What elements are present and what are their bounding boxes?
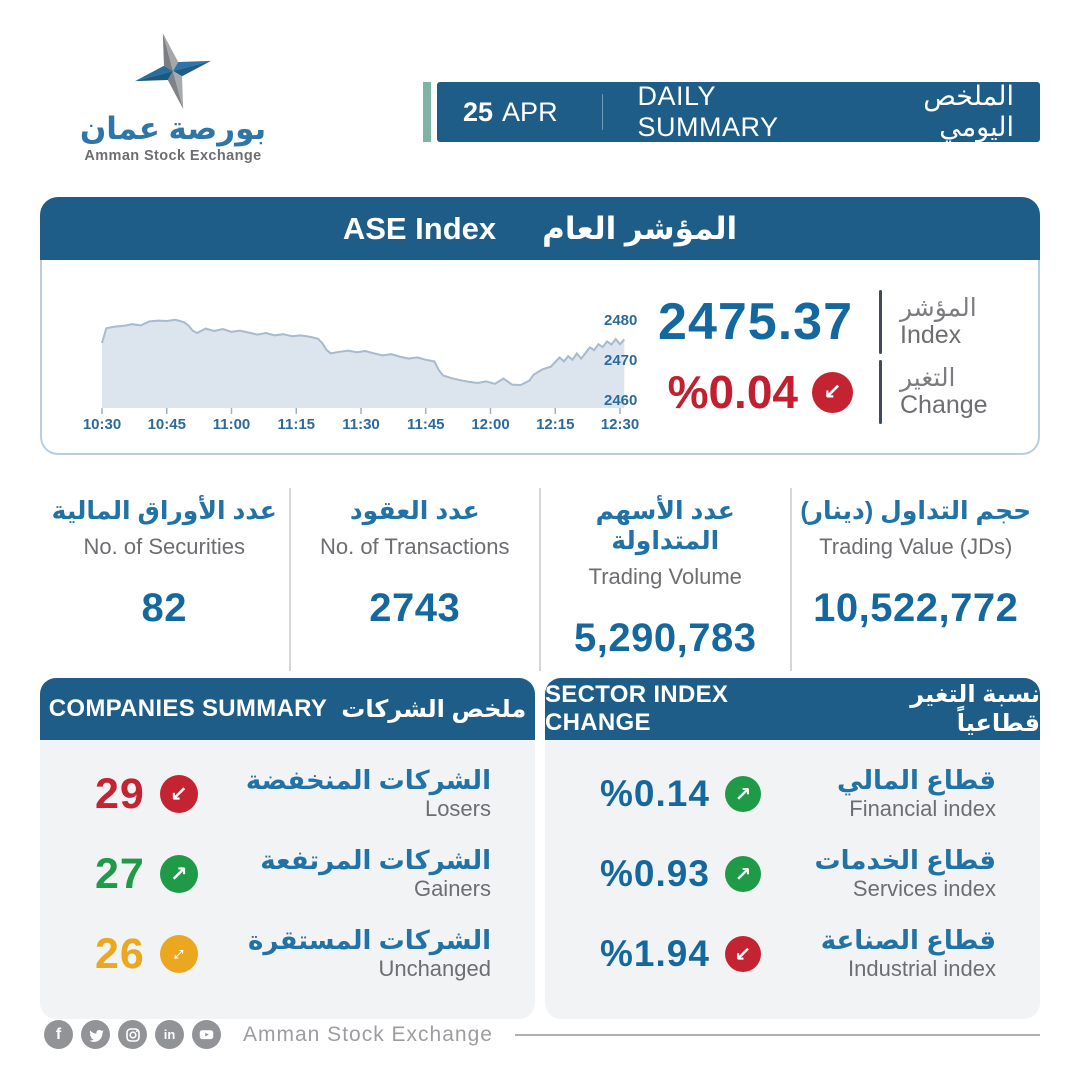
- facebook-icon[interactable]: f: [44, 1020, 73, 1049]
- sector-card-body: [545, 740, 1040, 1019]
- sector-title-en: SECTOR INDEX CHANGE: [545, 681, 729, 736]
- financial-label-en: Financial index: [849, 796, 996, 822]
- index-card-title-en: ASE Index: [342, 210, 497, 246]
- companies-title-en: COMPANIES SUMMARY: [48, 695, 328, 722]
- stat-label-en: Trading Volume: [588, 564, 742, 589]
- companies-card-body: [40, 740, 535, 1019]
- stat-trading-value: [790, 488, 1041, 671]
- industrial-change: %1.94: [600, 933, 710, 974]
- ase-index-area-chart: [72, 296, 647, 441]
- companies-card-header: [40, 678, 535, 740]
- stat-label-ar: عدد العقود: [349, 497, 480, 525]
- svg-text:11:45: 11:45: [406, 416, 445, 433]
- index-value-row: [631, 290, 1012, 354]
- index-card-body: [40, 260, 1040, 455]
- change-down-arrow-icon: ↙: [812, 372, 853, 413]
- svg-text:2460: 2460: [604, 392, 638, 409]
- gainers-count: 27: [95, 849, 145, 898]
- svg-text:2470: 2470: [604, 352, 638, 369]
- twitter-icon[interactable]: [81, 1020, 110, 1049]
- svg-text:12:15: 12:15: [536, 416, 575, 433]
- instagram-icon[interactable]: [118, 1020, 147, 1049]
- header-bar: [437, 82, 1040, 142]
- sector-card-header: [545, 678, 1040, 740]
- svg-text:11:00: 11:00: [212, 416, 251, 433]
- services-label-en: Services index: [852, 876, 996, 902]
- ase-star-icon: [129, 30, 217, 112]
- unchanged-row: [40, 914, 535, 994]
- up-arrow-icon: ↗: [725, 776, 761, 812]
- sector-title-ar: نسبة التغير قطاعياً: [910, 681, 1040, 737]
- gainers-label-en: Gainers: [413, 876, 491, 902]
- stat-label-en: No. of Securities: [83, 534, 245, 559]
- index-card-header: [40, 197, 1040, 260]
- header-title-en: DAILY SUMMARY: [637, 81, 779, 142]
- change-value-row: [631, 360, 1012, 424]
- companies-summary-card: [40, 678, 535, 1019]
- index-divider: [879, 290, 882, 354]
- header-date-day: 25: [463, 96, 494, 127]
- stat-label-en: No. of Transactions: [319, 534, 510, 559]
- unchanged-label-ar: الشركات المستقرة: [248, 925, 491, 956]
- industrial-label-en: Industrial index: [848, 956, 996, 982]
- footer-line: [515, 1034, 1040, 1036]
- change-divider: [879, 360, 882, 424]
- index-label-ar: المؤشر: [900, 293, 977, 322]
- services-label-ar: قطاع الخدمات: [814, 845, 996, 876]
- stat-trading-volume: [539, 488, 790, 671]
- change-label-en: Change: [900, 391, 988, 419]
- losers-label-ar: الشركات المنخفضة: [245, 765, 491, 796]
- financial-change: %0.14: [600, 773, 710, 814]
- ase-logo: [78, 30, 268, 164]
- index-card-title-ar: المؤشر العام: [542, 210, 738, 246]
- svg-text:11:30: 11:30: [342, 416, 380, 433]
- svg-text:10:45: 10:45: [147, 416, 186, 433]
- industrial-label-ar: قطاع الصناعة: [820, 925, 996, 956]
- stat-label-ar: حجم التداول (دينار): [800, 497, 1032, 525]
- services-index-row: [545, 834, 1040, 914]
- stat-label-en: Trading Value (JDs): [819, 534, 1013, 559]
- losers-count: 29: [95, 769, 145, 818]
- losers-row: [40, 754, 535, 834]
- stat-value: 5,290,783: [574, 616, 757, 660]
- sector-index-card: [545, 678, 1040, 1019]
- stat-securities: [40, 488, 289, 671]
- stat-label-ar: عدد الأوراق المالية: [51, 497, 277, 525]
- youtube-icon[interactable]: [192, 1020, 221, 1049]
- double-arrow-icon: ↕: [160, 935, 198, 973]
- losers-label-en: Losers: [424, 796, 491, 822]
- stat-value: 82: [141, 586, 187, 630]
- industrial-index-row: [545, 914, 1040, 994]
- header-accent-bar: [423, 82, 431, 142]
- up-arrow-icon: ↗: [725, 856, 761, 892]
- financial-index-row: [545, 754, 1040, 834]
- gainers-row: [40, 834, 535, 914]
- stat-value: 2743: [369, 586, 461, 630]
- logo-arabic-text: بورصة عمان: [79, 111, 267, 146]
- svg-text:12:30: 12:30: [600, 416, 640, 433]
- footer-brand-text: Amman Stock Exchange: [243, 1022, 493, 1046]
- index-value: 2475.37: [658, 293, 853, 351]
- svg-text:11:15: 11:15: [277, 416, 316, 433]
- change-value: %0.04: [667, 366, 798, 418]
- header-divider: [602, 94, 604, 130]
- header-title-ar: الملخص اليومي: [923, 81, 1014, 142]
- down-arrow-icon: ↙: [725, 936, 761, 972]
- header-date: [463, 97, 558, 128]
- up-arrow-icon: ↗: [160, 855, 198, 893]
- footer: [44, 1020, 1040, 1049]
- header-date-month: APR: [502, 96, 558, 127]
- gainers-label-ar: الشركات المرتفعة: [260, 845, 491, 876]
- unchanged-count: 26: [95, 929, 145, 978]
- svg-text:2480: 2480: [604, 312, 638, 329]
- linkedin-icon[interactable]: in: [155, 1020, 184, 1049]
- svg-text:12:00: 12:00: [471, 416, 510, 433]
- index-label-en: Index: [900, 321, 962, 349]
- unchanged-label-en: Unchanged: [378, 956, 491, 982]
- change-label-ar: التغير: [900, 363, 956, 392]
- logo-english-text: Amman Stock Exchange: [84, 147, 262, 164]
- svg-text:10:30: 10:30: [82, 416, 122, 433]
- down-arrow-icon: ↙: [160, 775, 198, 813]
- stat-transactions: [289, 488, 540, 671]
- stats-row: [40, 488, 1040, 671]
- companies-title-ar: ملخص الشركات: [341, 695, 527, 723]
- stat-value: 10,522,772: [813, 586, 1019, 630]
- services-change: %0.93: [600, 853, 710, 894]
- financial-label-ar: قطاع المالي: [836, 765, 996, 796]
- stat-label-ar: عدد الأسهم المتداولة: [595, 497, 735, 555]
